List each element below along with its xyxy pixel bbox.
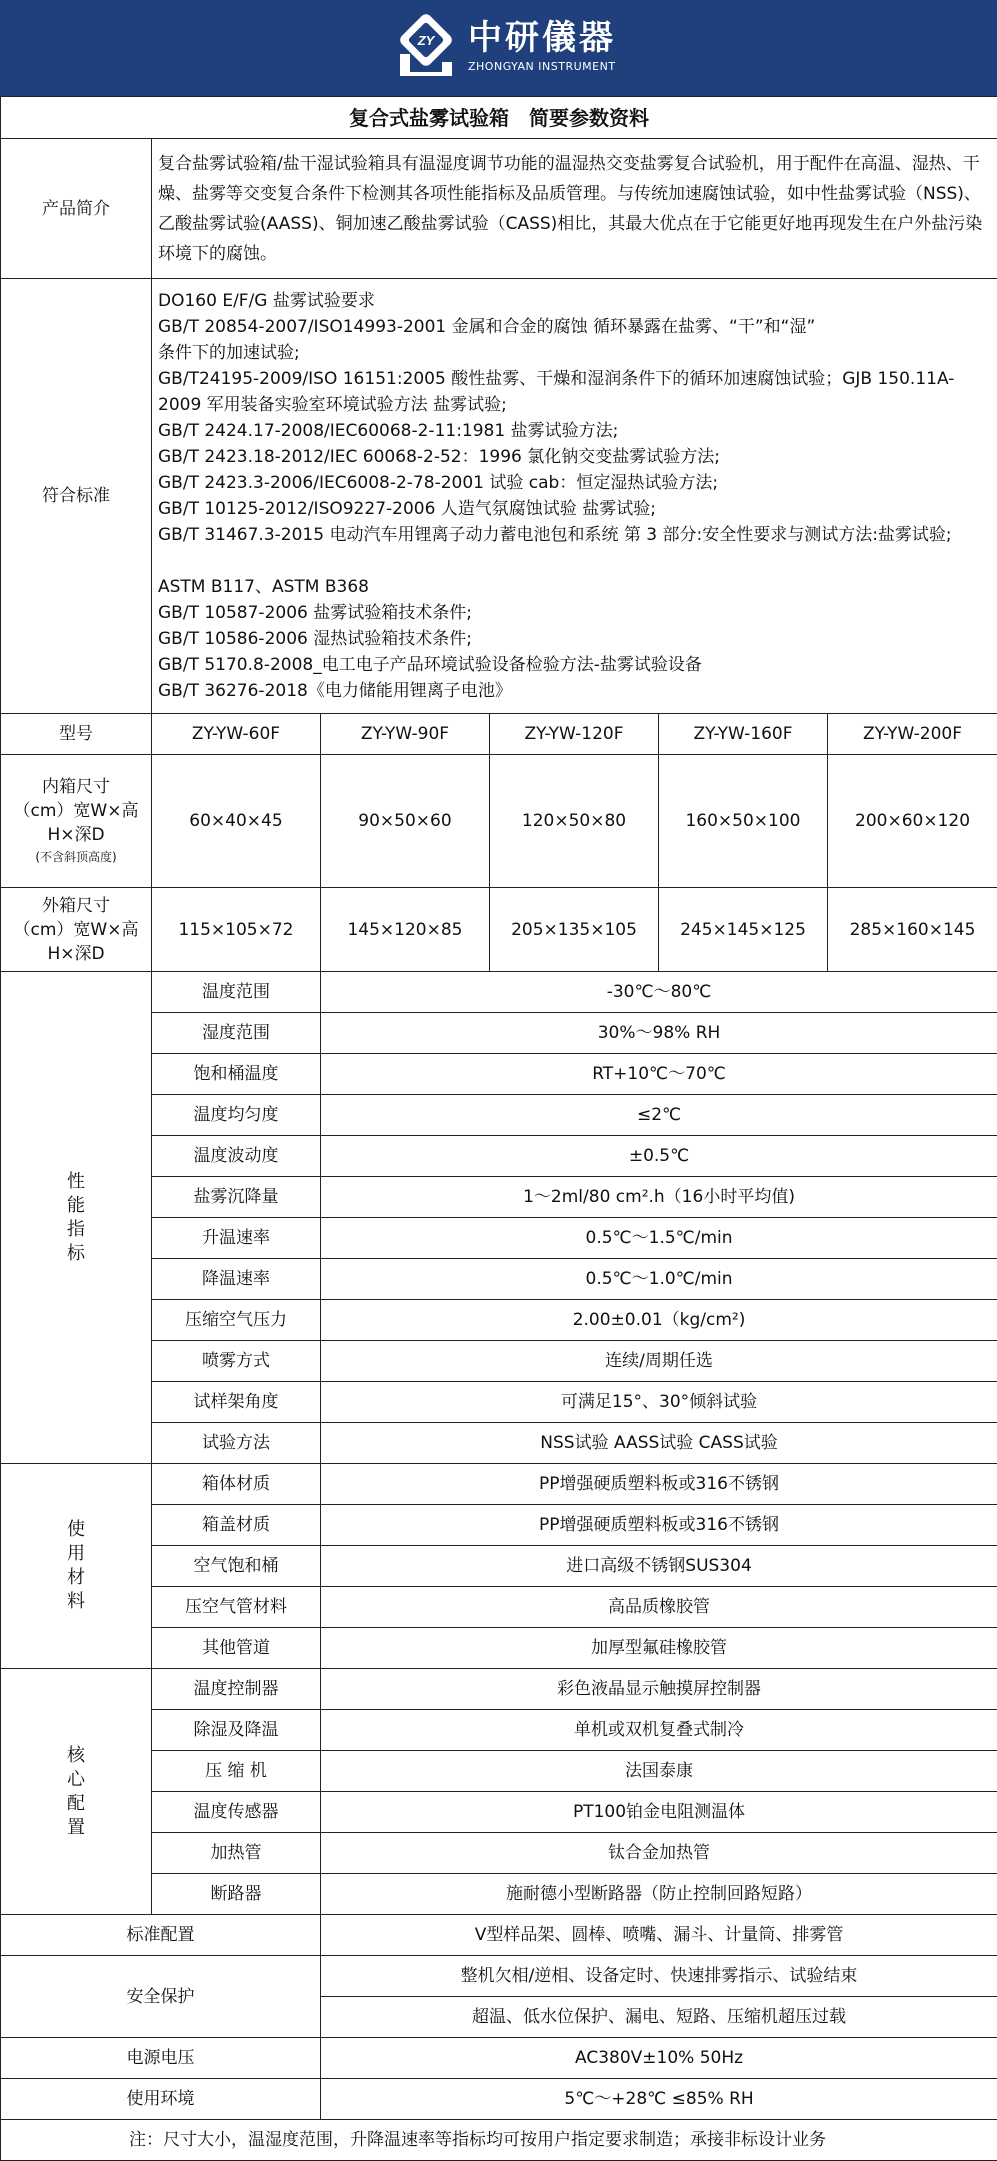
- param-value: PP增强硬质塑料板或316不锈钢: [321, 1464, 997, 1505]
- model-cell: ZY-YW-160F: [659, 714, 828, 755]
- param-name: 温度均匀度: [152, 1095, 321, 1136]
- param-name: 温度控制器: [152, 1669, 321, 1710]
- inner-size-label: 内箱尺寸 （cm）宽W×高 H×深D (不含斜顶高度): [1, 755, 152, 888]
- param-value: ±0.5℃: [321, 1136, 997, 1177]
- param-value: 0.5℃～1.0℃/min: [321, 1259, 997, 1300]
- standard-line: GB/T 2424.17-2008/IEC60068-2-11:1981 盐雾试验方法;: [158, 418, 991, 444]
- param-value: 30%～98% RH: [321, 1013, 997, 1054]
- param-name: 试验方法: [152, 1423, 321, 1464]
- standard-blank-line: [158, 548, 991, 574]
- param-value: 单机或双机复叠式制冷: [321, 1710, 997, 1751]
- power-label: 电源电压: [1, 2038, 321, 2079]
- inner-size-cell: 160×50×100: [659, 755, 828, 888]
- param-name: 空气饱和桶: [152, 1546, 321, 1587]
- standard-line: GB/T24195-2009/ISO 16151:2005 酸性盐雾、干燥和湿润条件下的循环加速腐蚀试验；GJB 150.11A-: [158, 366, 991, 392]
- model-cell: ZY-YW-60F: [152, 714, 321, 755]
- safety-line-2: 超温、低水位保护、漏电、短路、压缩机超压过载: [321, 1997, 997, 2038]
- param-value: 进口高级不锈钢SUS304: [321, 1546, 997, 1587]
- standard-line: ASTM B117、ASTM B368: [158, 574, 991, 600]
- svg-text:ZY: ZY: [417, 33, 436, 48]
- page-title: 复合式盐雾试验箱 简要参数资料: [1, 97, 997, 139]
- param-name: 压缩空气压力: [152, 1300, 321, 1341]
- param-value: ≤2℃: [321, 1095, 997, 1136]
- standard-line: DO160 E/F/G 盐雾试验要求: [158, 288, 991, 314]
- standard-config-label: 标准配置: [1, 1915, 321, 1956]
- param-value: 连续/周期任选: [321, 1341, 997, 1382]
- param-value: 0.5℃～1.5℃/min: [321, 1218, 997, 1259]
- param-name: 除湿及降温: [152, 1710, 321, 1751]
- spec-table: [0, 96, 997, 2161]
- standard-line: 条件下的加速试验;: [158, 340, 991, 366]
- param-name: 其他管道: [152, 1628, 321, 1669]
- environment-value: 5℃～+28℃ ≤85% RH: [321, 2079, 997, 2120]
- model-cell: ZY-YW-200F: [828, 714, 997, 755]
- param-value: 加厚型氟硅橡胶管: [321, 1628, 997, 1669]
- param-name: 温度传感器: [152, 1792, 321, 1833]
- environment-label: 使用环境: [1, 2079, 321, 2120]
- param-value: 1～2ml/80 cm².h（16小时平均值): [321, 1177, 997, 1218]
- model-cell: ZY-YW-90F: [321, 714, 490, 755]
- standard-line: GB/T 31467.3-2015 电动汽车用锂离子动力蓄电池包和系统 第 3 部分:安全性要求与测试方法:盐雾试验;: [158, 522, 991, 548]
- standard-line: GB/T 10587-2006 盐雾试验箱技术条件;: [158, 600, 991, 626]
- standard-line: 2009 军用装备实验室环境试验方法 盐雾试验;: [158, 392, 991, 418]
- param-name: 降温速率: [152, 1259, 321, 1300]
- param-value: 施耐德小型断路器（防止控制回路短路）: [321, 1874, 997, 1915]
- param-value: 彩色液晶显示触摸屏控制器: [321, 1669, 997, 1710]
- param-value: 2.00±0.01（kg/cm²): [321, 1300, 997, 1341]
- param-value: -30℃～80℃: [321, 972, 997, 1013]
- brand-name-cn: 中研儀器: [468, 19, 616, 57]
- outer-size-cell: 205×135×105: [490, 888, 659, 972]
- standard-line: GB/T 10586-2006 湿热试验箱技术条件;: [158, 626, 991, 652]
- outer-size-cell: 115×105×72: [152, 888, 321, 972]
- param-name: 箱盖材质: [152, 1505, 321, 1546]
- param-name: 温度范围: [152, 972, 321, 1013]
- outer-size-cell: 145×120×85: [321, 888, 490, 972]
- param-name: 箱体材质: [152, 1464, 321, 1505]
- standard-line: GB/T 2423.18-2012/IEC 60068-2-52：1996 氯化钠交变盐雾试验方法;: [158, 444, 991, 470]
- param-name: 温度波动度: [152, 1136, 321, 1177]
- outer-size-cell: 245×145×125: [659, 888, 828, 972]
- materials-group-label: 使 用 材 料: [1, 1464, 152, 1669]
- param-name: 加热管: [152, 1833, 321, 1874]
- standard-line: GB/T 5170.8-2008_电工电子产品环境试验设备检验方法-盐雾试验设备: [158, 652, 991, 678]
- param-value: 法国泰康: [321, 1751, 997, 1792]
- param-value: 高品质橡胶管: [321, 1587, 997, 1628]
- zhongyan-logo-icon: [394, 14, 458, 78]
- param-value: PT100铂金电阻测温体: [321, 1792, 997, 1833]
- footer-note: 注：尺寸大小，温湿度范围，升降温速率等指标均可按用户指定要求制造；承接非标设计业务: [1, 2120, 997, 2161]
- param-name: 盐雾沉降量: [152, 1177, 321, 1218]
- outer-size-label: 外箱尺寸 （cm）宽W×高 H×深D: [1, 888, 152, 972]
- param-name: 喷雾方式: [152, 1341, 321, 1382]
- safety-label: 安全保护: [1, 1956, 321, 2038]
- model-cell: ZY-YW-120F: [490, 714, 659, 755]
- inner-size-cell: 60×40×45: [152, 755, 321, 888]
- standard-config-value: V型样品架、圆棒、喷嘴、漏斗、计量筒、排雾管: [321, 1915, 997, 1956]
- power-value: AC380V±10% 50Hz: [321, 2038, 997, 2079]
- inner-size-cell: 200×60×120: [828, 755, 997, 888]
- standard-line: GB/T 10125-2012/ISO9227-2006 人造气氛腐蚀试验 盐雾试验;: [158, 496, 991, 522]
- param-name: 压 缩 机: [152, 1751, 321, 1792]
- param-value: RT+10℃～70℃: [321, 1054, 997, 1095]
- param-name: 断路器: [152, 1874, 321, 1915]
- standards-label: 符合标准: [1, 279, 152, 714]
- brand-name-en: ZHONGYAN INSTRUMENT: [468, 60, 616, 73]
- param-value: 钛合金加热管: [321, 1833, 997, 1874]
- param-name: 湿度范围: [152, 1013, 321, 1054]
- standard-line: GB/T 2423.3-2006/IEC6008-2-78-2001 试验 cab：恒定湿热试验方法;: [158, 470, 991, 496]
- standard-line: GB/T 20854-2007/ISO14993-2001 金属和合金的腐蚀 循环暴露在盐雾、“干”和“湿”: [158, 314, 991, 340]
- performance-group-label: 性 能 指 标: [1, 972, 152, 1464]
- intro-label: 产品简介: [1, 139, 152, 279]
- inner-size-note: (不含斜顶高度): [1, 847, 151, 867]
- standards-list: [152, 279, 997, 714]
- outer-size-cell: 285×160×145: [828, 888, 997, 972]
- intro-text: 复合盐雾试验箱/盐干湿试验箱具有温湿度调节功能的温湿热交变盐雾复合试验机，用于配件在高温、湿热、干燥、盐雾等交变复合条件下检测其各项性能指标及品质管理。与传统加速腐蚀试验，如中性盐雾试验（NSS)、乙酸盐雾试验(AASS)、铜加速乙酸盐雾试验（CASS)相比，其最大优点在于它能更好地再现发生在户外盐污染环境下的腐蚀。: [152, 139, 997, 279]
- safety-line-1: 整机欠相/逆相、设备定时、快速排雾指示、试验结束: [321, 1956, 997, 1997]
- param-value: 可满足15°、30°倾斜试验: [321, 1382, 997, 1423]
- param-value: NSS试验 AASS试验 CASS试验: [321, 1423, 997, 1464]
- brand-logo: [394, 14, 616, 78]
- param-value: PP增强硬质塑料板或316不锈钢: [321, 1505, 997, 1546]
- param-name: 饱和桶温度: [152, 1054, 321, 1095]
- core-group-label: 核 心 配 置: [1, 1669, 152, 1915]
- param-name: 升温速率: [152, 1218, 321, 1259]
- brand-header: [0, 0, 997, 96]
- inner-size-cell: 120×50×80: [490, 755, 659, 888]
- model-label: 型号: [1, 714, 152, 755]
- param-name: 压空气管材料: [152, 1587, 321, 1628]
- inner-size-cell: 90×50×60: [321, 755, 490, 888]
- param-name: 试样架角度: [152, 1382, 321, 1423]
- standard-line: GB/T 36276-2018《电力储能用锂离子电池》: [158, 678, 991, 704]
